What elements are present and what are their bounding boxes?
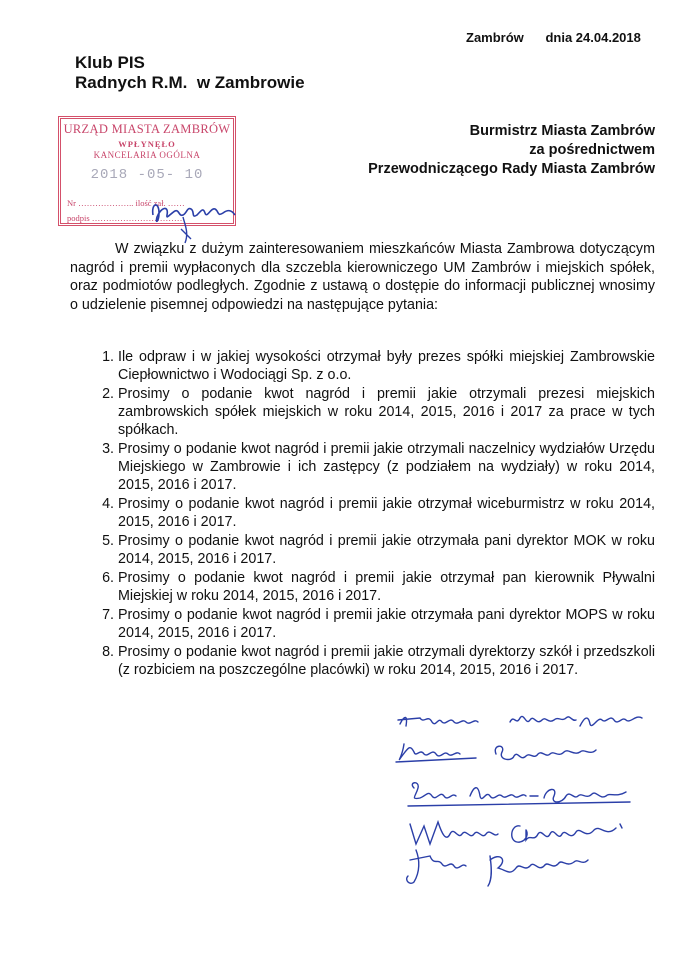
stamp-date: 2018 -05- 10 [90,167,204,183]
stamp-status: WPŁYNĘŁO [118,139,176,149]
intro-paragraph [70,240,655,314]
question-6: 6. Prosimy o podanie kwot nagród i premii jakie otrzymał pan kierownik Pływalni Miejskiej w roku 2014, 2015, 2016 i 2017. [118,569,655,605]
question-4: 4. Prosimy o podanie kwot nagród i premii jakie otrzymał wiceburmistrz w roku 2014, 2015, 2016 i 2017. [118,495,655,531]
city: Zambrów [466,30,524,45]
question-2: 2. Prosimy o podanie kwot nagród i premii jakie otrzymali prezesi miejskich zambrowskich spółek miejskich w roku 2014, 2015, 2016 i 2017 za prace w tych spółkach. [118,385,655,439]
document-date [466,30,641,45]
sender-block [75,53,305,93]
intro-text: W związku z dużym zainteresowaniem mieszkańców Miasta Zambrowa dotyczącym nagród i premii wypłaconych dla szczebla kierowniczego UM Zambrów i miejskich spółek, oraz podmiotów podległych. Zgodnie z ustawą o dostępie do informacji publicznej wnosimy o udzielenie pisemnej odpowiedzi na następujące pytania: [70,241,655,313]
question-3: 3. Prosimy o podanie kwot nagród i premii jakie otrzymali naczelnicy wydziałów Urzędu Miejskiego w Zambrowie i ich zastępcy (z podziałem na wydziały) w roku 2014, 2015, 2016 i 2017. [118,440,655,494]
question-8: 8. Prosimy o podanie kwot nagród i premii jakie otrzymali dyrektorzy szkół i przedszkoli (z rozbiciem na poszczególne placówki) w roku 2014, 2015, 2016 i 2017. [118,643,655,679]
question-5: 5. Prosimy o podanie kwot nagród i premii jakie otrzymała pani dyrektor MOK w roku 2014, 2015, 2016 i 2017. [118,532,655,568]
question-1: 1. Ile odpraw i w jakiej wysokości otrzymał były prezes spółki miejskiej Zambrowskie Ciepłownictwo i Wodociągi Sp. z o.o. [118,348,655,384]
recipient-line-1: Burmistrz Miasta Zambrów [469,123,655,139]
date: dnia 24.04.2018 [545,30,641,45]
recipient-block [368,122,655,179]
questions-list [88,348,655,680]
recipient-line-2: za pośrednictwem [529,142,655,158]
stamp-dept: KANCELARIA OGÓLNA [93,150,201,160]
sender-line-1: Klub PIS [75,53,145,72]
stamp-nr-field: Nr ……………….. ilość zał. …… [67,198,185,208]
question-7: 7. Prosimy o podanie kwot nagród i premii jakie otrzymała pani dyrektor MOPS w roku 2014, 2015, 2016 i 2017. [118,606,655,642]
sender-line-2: Radnych R.M. w Zambrowie [75,73,305,92]
stamp-podpis-field: podpis …………………………… [67,213,186,223]
signatures-block [380,700,680,910]
stamp-office: URZĄD MIASTA ZAMBRÓW [63,122,231,136]
recipient-line-3: Przewodniczącego Rady Miasta Zambrów [368,161,655,177]
